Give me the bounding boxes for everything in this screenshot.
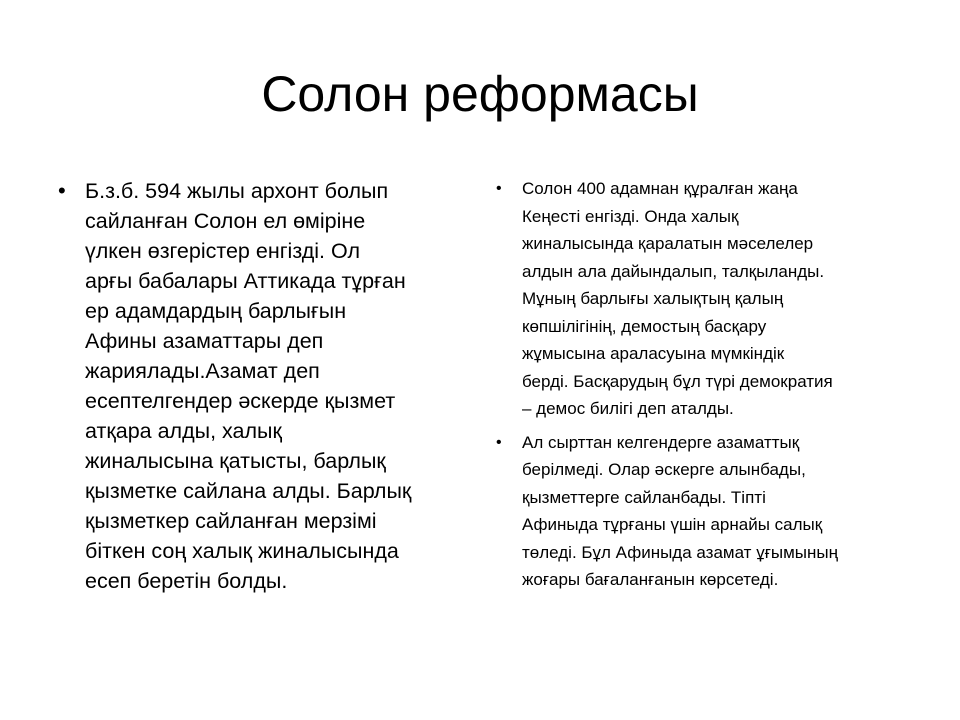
slide-title: Солон реформасы	[261, 66, 699, 122]
text-line: қызметкер сайланған мерзімі	[85, 509, 377, 533]
left-column	[58, 176, 478, 596]
bullet-icon: •	[58, 178, 66, 203]
text-line: алдын ала дайындалып, талқыланды.	[522, 261, 825, 281]
text-line: жариялады.Азамат деп	[85, 359, 320, 383]
text-line: Кеңесті енгізді. Онда халық	[522, 206, 739, 226]
text-line: Афины азаматтары деп	[85, 329, 324, 353]
bullet-text	[522, 429, 926, 594]
text-line: сайланған Солон ел өміріне	[85, 209, 366, 233]
text-line: ер адамдардың барлығын	[85, 299, 347, 323]
text-line: арғы бабалары Аттикада тұрған	[85, 269, 406, 293]
text-line: – демос билігі деп аталды.	[522, 399, 734, 418]
text-line: жұмысына араласуына мүмкіндік	[522, 344, 785, 363]
text-line: берілмеді. Олар әскерге алынбады,	[522, 460, 806, 479]
text-line: жиналысына қатысты, барлық	[85, 449, 386, 473]
text-line: қызметке сайлана алды. Барлық	[85, 479, 412, 503]
bullet-icon: •	[496, 433, 502, 451]
text-line: Афиныда тұрғаны үшін арнайы салық	[522, 515, 823, 534]
bullet-text	[85, 176, 478, 596]
text-line: көпшілігінің, демостың басқару	[522, 316, 767, 336]
text-line: есептелгендер әскерде қызмет	[85, 389, 396, 413]
text-line: берді. Басқарудың бұл түрі демократия	[522, 371, 833, 391]
text-line: үлкен өзгерістер енгізді. Ол	[85, 239, 360, 263]
text-line: Мұның барлығы халықтың қалың	[522, 289, 784, 308]
text-line: біткен соң халық жиналысында	[85, 539, 399, 563]
text-line: жоғары бағаланғанын көрсетеді.	[522, 570, 779, 589]
text-line: жиналысында қаралатын мәселелер	[522, 234, 814, 253]
text-line: Ал сырттан келгендерге азаматтық	[522, 432, 800, 452]
bullet-item	[58, 176, 478, 596]
text-line: Б.з.б. 594 жылы архонт болып	[85, 179, 389, 203]
bullet-item	[496, 429, 926, 594]
bullet-item	[496, 175, 926, 423]
text-line: төледі. Бұл Афиныда азамат ұғымының	[522, 542, 839, 562]
text-line: қызметтерге сайланбады. Тіпті	[522, 487, 766, 507]
bullet-icon: •	[496, 180, 502, 197]
text-line: атқара алды, халық	[85, 419, 282, 443]
right-column	[496, 175, 926, 594]
bullet-text	[522, 175, 926, 423]
text-line: Солон 400 адамнан құралған жаңа	[522, 179, 798, 198]
text-line: есеп беретін болды.	[85, 569, 288, 593]
